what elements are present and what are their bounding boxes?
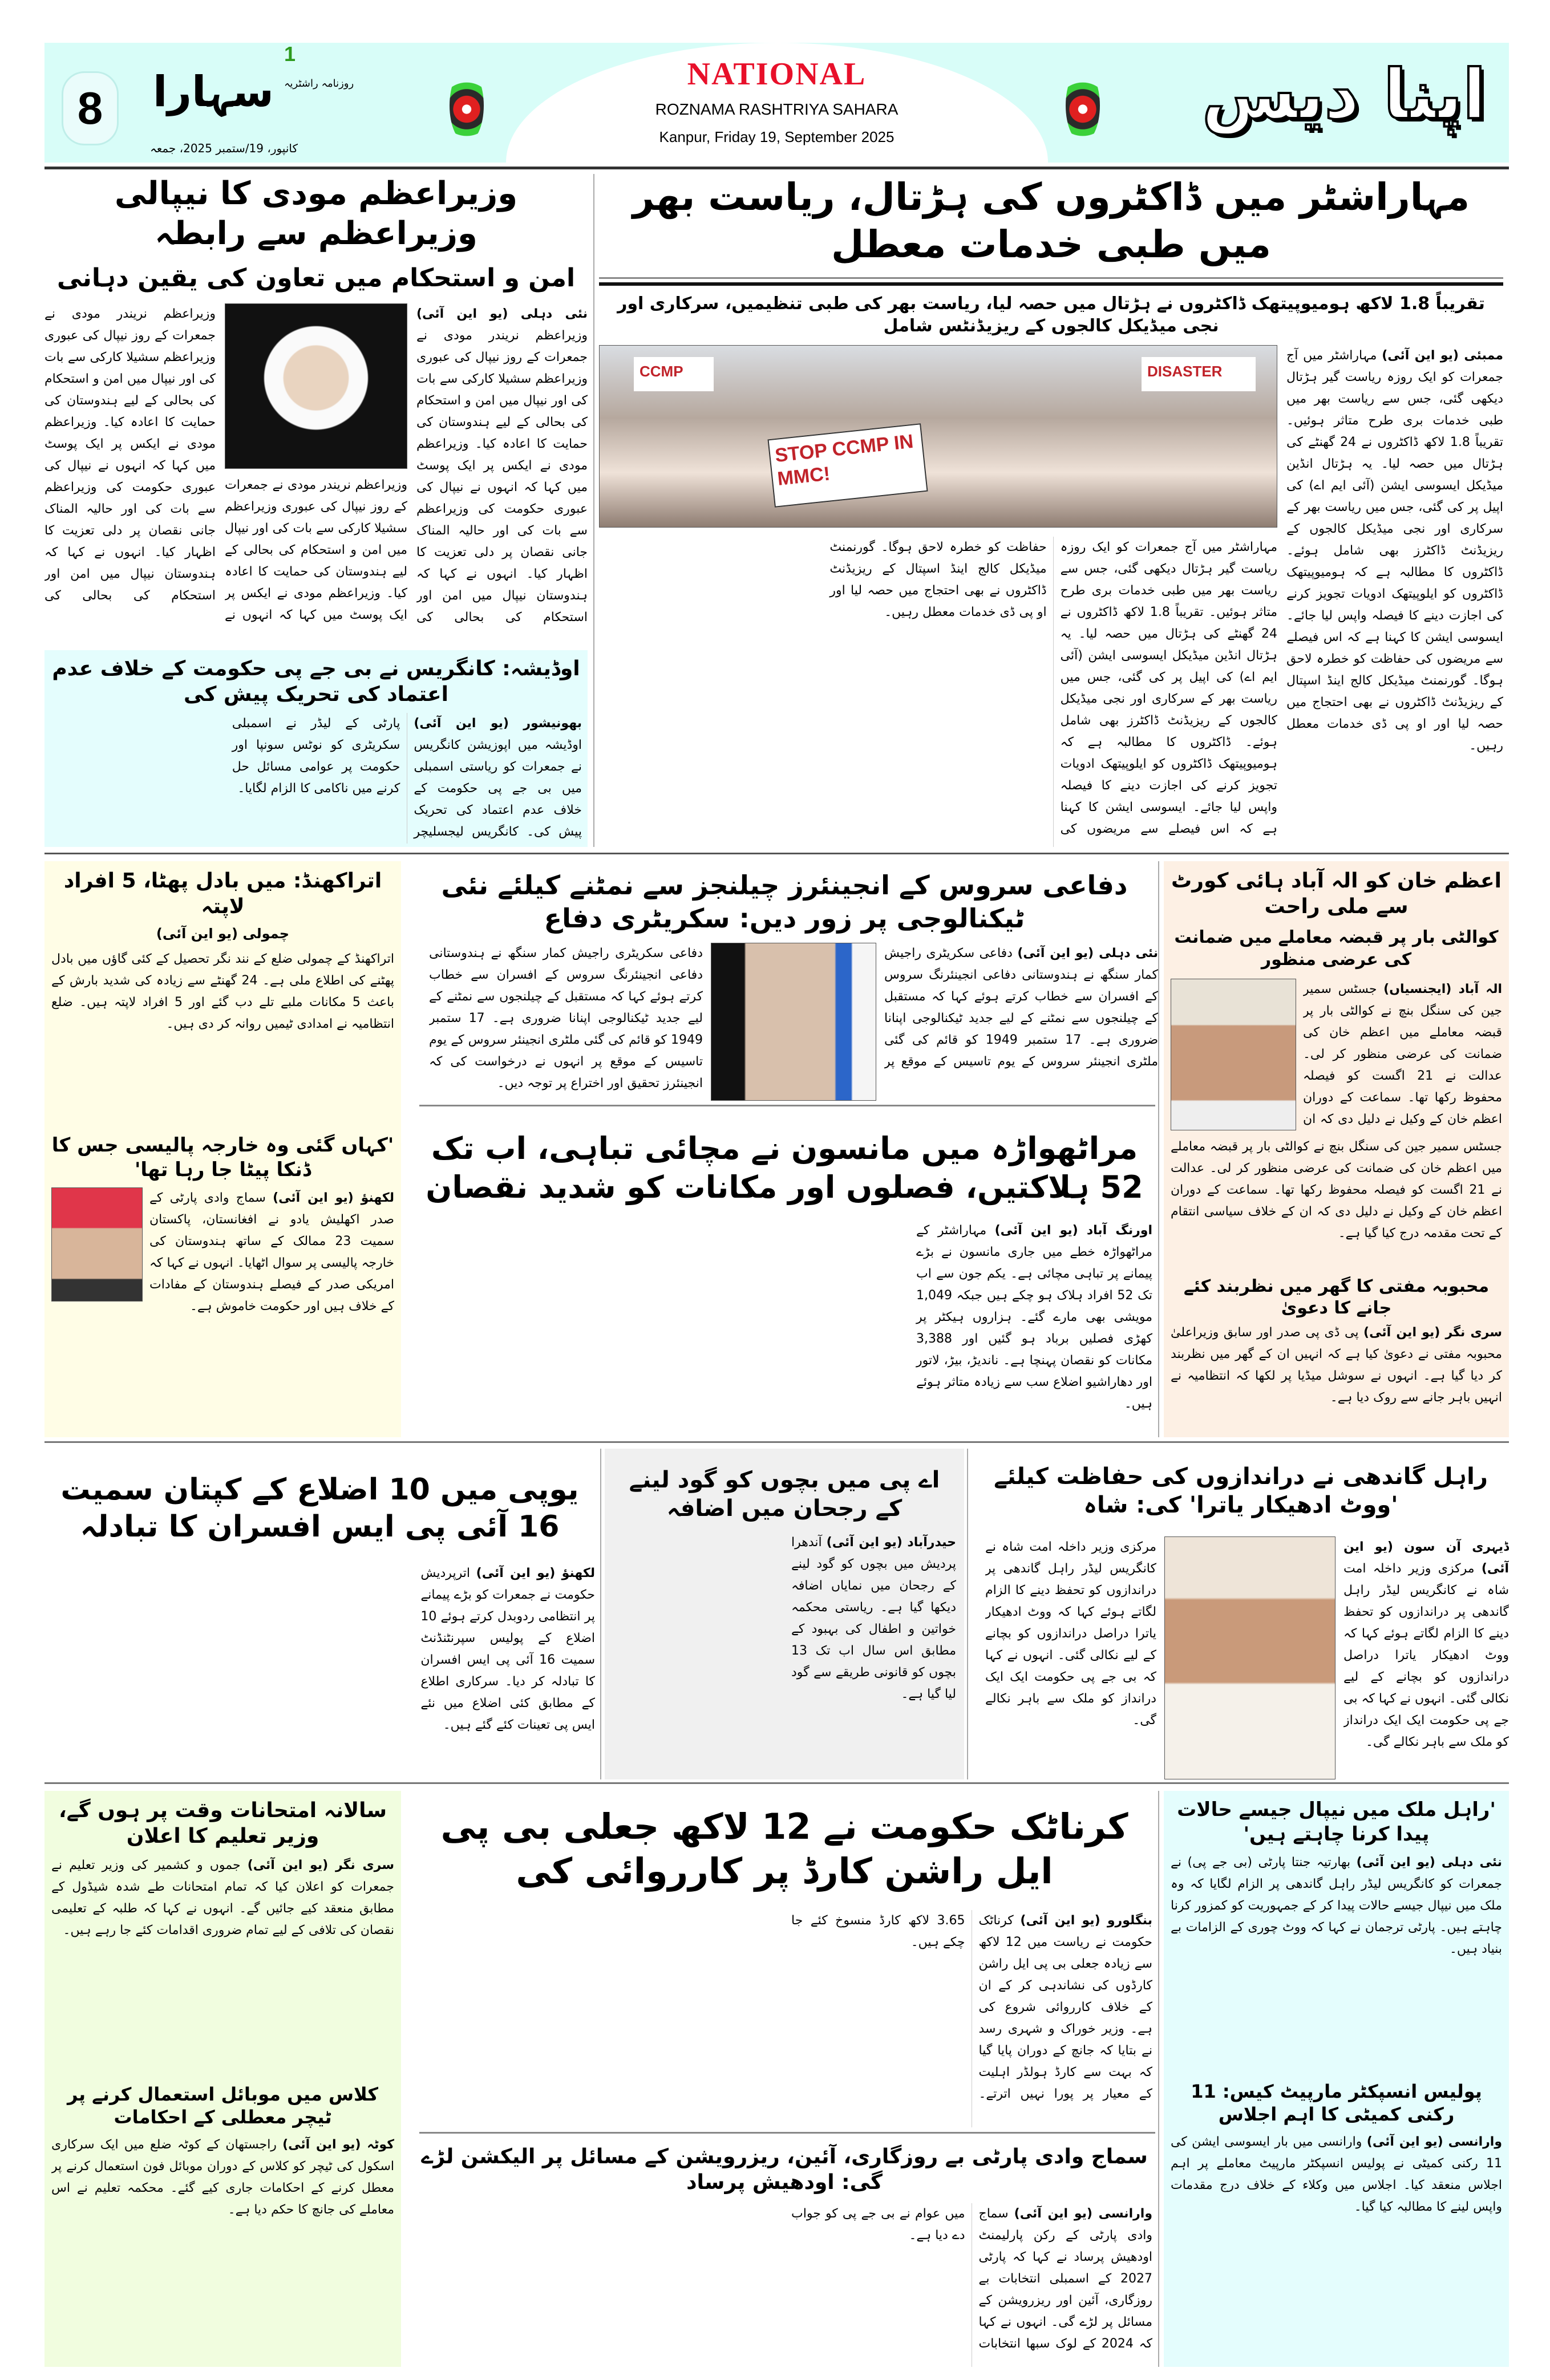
headline: مراٹھواڑہ میں مانسون نے مچائی تباہی، اب تک 52 ہلاکتیں، فصلوں اور مکانات کو شدید نقصان — [426, 1130, 1143, 1205]
logo-number: 1 — [284, 42, 296, 66]
dateline: ڈیہری آن سون (یو این آئی) — [1343, 1540, 1509, 1576]
article-body-continued — [1171, 1136, 1502, 1270]
urdu-date: کانپور، 19/ستمبر 2025، جمعہ — [150, 141, 298, 155]
article-body — [1343, 1536, 1509, 1779]
article-text: مہاراشٹر میں آج جمعرات کو ایک روزہ ریاست گیر ہڑتال دیکھی گئی، جس سے ریاست بھر میں طبی خدمات بری طرح متاثر ہوئیں۔ تقریباً 1.8 لاکھ ڈاکٹروں نے 24 گھنٹے کی ہڑتال میں حصہ لیا۔ یہ ہڑتال انڈین میڈیکل ایسوسی ایشن (آئی ایم اے) کی اپیل پر کی گئی، جس میں ریاست بھر کے سرکاری اور نجی میڈیکل کالجوں کے ریزیڈنٹ ڈاکٹرز بھی شامل ہوئے۔ ڈاکٹروں کا مطالبہ ہے کہ ہومیوپیتھک ڈاکٹروں کو ایلوپیتھک ادویات تجویز کرنے کی اجازت دینے کا فیصلہ واپس لیا جائے۔ ایسوسی ایشن کا کہنا ہے کہ اس فیصلے سے مریضوں کی حفاظت کو خطرہ لاحق ہوگا۔ گورنمنٹ میڈیکل کالج اینڈ اسپتال کے ریزیڈنٹ ڈاکٹروں نے بھی احتجاج میں حصہ لیا اور او پی ڈی خدمات معطل رہیں۔ — [1286, 348, 1503, 753]
article-text: اترپردیش حکومت نے جمعرات کو بڑے پیمانے پر انتظامی ردوبدل کرتے ہوئے 10 اضلاع کے پولیس سپرنٹنڈنٹ سمیت 16 آئی پی ایس افسران کا تبادلہ کر دیا۔ سرکاری اطلاع کے مطابق کئی اضلاع میں نئے ایس پی تعینات کئے گئے ہیں۔ — [420, 1566, 595, 1732]
article-ap-adoption — [605, 1449, 964, 1779]
article-body — [44, 713, 588, 847]
divider — [44, 853, 1509, 854]
dateline: ممبئی (یو این آئی) — [1382, 348, 1503, 363]
divider — [599, 282, 1503, 286]
article-text: جسٹس سمیر جین کی سنگل بنچ نے کوالٹی بار پر قبضہ معاملے میں اعظم خان کی ضمانت کی عرضی منظور کر لی۔ عدالت نے 21 اگست کو فیصلہ محفوظ رکھا تھا۔ سماعت کے دوران اعظم خان کے وکیل نے دلیل دی کہ ان — [1303, 982, 1502, 1126]
dateline: سری نگر (یو این آئی) — [247, 1858, 394, 1872]
divider — [419, 1105, 1155, 1106]
article-body — [1303, 979, 1502, 1130]
dateline: نئی دہلی (یو این آئی) — [416, 307, 588, 322]
article-exams — [51, 1798, 394, 2071]
article-text: سماج وادی پارٹی کے صدر اکھلیش یادو نے افغانستان، پاکستان سمیت 23 ممالک کے ساتھ ہندوستان کی خارجہ پالیسی پر سوال اٹھایا۔ انہوں نے کہا کہ امریکی صدر کے فیصلے ہندوستان کے مفادات کے خلاف ہیں اور حکومت خاموش ہے۔ — [149, 1191, 394, 1314]
article-text: مرکزی وزیر داخلہ امت شاہ نے کانگریس لیڈر راہل گاندھی پر دراندازوں کو تحفظ دینے کا الزام لگاتے ہوئے کہا کہ ووٹ ادھیکار یاترا دراصل دراندازوں کو بچانے کے لیے نکالی گئی۔ انہوں نے کہا کہ بی جے پی حکومت ایک ایک درانداز کو ملک سے باہر نکالے گی۔ — [985, 1540, 1156, 1728]
headline: اوڈیشہ: کانگریس نے بی جے پی حکومت کے خلاف عدم اعتماد کی تحریک پیش کی — [52, 657, 580, 706]
right-column-box — [1164, 1791, 1509, 2367]
headline: مہاراشٹر میں ڈاکٹروں کی ہڑتال، ریاست بھر میں طبی خدمات معطل — [632, 175, 1470, 266]
article-body — [613, 1532, 956, 1771]
article-mobile-teacher — [51, 2083, 394, 2360]
article-uttarakhand — [51, 868, 394, 1122]
article-police-inspector — [1171, 2080, 1502, 2360]
article-body — [44, 1563, 595, 1779]
article-body — [1286, 345, 1503, 847]
article-body-continued — [225, 475, 407, 644]
article-text: دفاعی سکریٹری راجیش کمار سنگھ نے ہندوستانی دفاعی انجینئرنگ سروس کے افسران سے خطاب کرتے ہوئے کہا کہ مستقبل کے چیلنجوں سے نمٹنے کے لیے جدید ٹیکنالوجی اپنانا ضروری ہے۔ 17 ستمبر 1949 کو قائم کی گئی ملٹری انجینئر سروس کے یوم تاسیس کے موقع پر انہوں نے درخواست کی کہ انجینئرز تحقیق اور اختراع پر توجہ دیں۔ — [429, 946, 703, 1090]
modi-photo — [225, 303, 407, 469]
headline: اے پی میں بچوں کو گود لینے کے رجحان میں اضافہ — [629, 1467, 940, 1522]
article-text: آندھرا پردیش میں بچوں کو گود لینے کے رجحان میں نمایاں اضافہ دیکھا گیا ہے۔ ریاستی محکمہ خواتین و اطفال کی بہبود کے مطابق اس سال اب تک 13 بچوں کو قانونی طریقے سے گود لیا گیا ہے۔ — [791, 1535, 956, 1701]
article-text: سماج وادی پارٹی کے رکن پارلیمنٹ اودھیش پرساد نے کہا کہ پارٹی 2027 کے اسمبلی انتخابات بے روزگاری، آئین اور ریزرویشن کے مسائل پر لڑے گی۔ انہوں نے کہا کہ 2024 کے لوک سبھا انتخابات میں عوام نے بی جے پی کو جواب دے دیا ہے۔ — [791, 2207, 1153, 2351]
akhilesh-photo — [51, 1187, 143, 1302]
column-divider — [593, 174, 594, 847]
article-body — [1171, 1322, 1502, 1430]
article-text: کرناٹک حکومت نے ریاست میں 12 لاکھ سے زیادہ جعلی بی پی ایل راشن کارڈوں کی نشاندہی کر کے ان کے خلاف کارروائی شروع کی ہے۔ وزیر خوراک و شہری رسد نے بتایا کہ جانچ کے دوران پایا گیا کہ بہت سے کارڈ ہولڈر اہلیت کے معیار پر پورا نہیں اترتے۔ 3.65 لاکھ کارڈ منسوخ کئے جا چکے ہیں۔ — [791, 1913, 1152, 2101]
sunburst-icon — [1066, 68, 1100, 143]
headline: یوپی میں 10 اضلاع کے کپتان سمیت 16 آئی پی ایس افسران کا تبادلہ — [60, 1473, 579, 1544]
edition-label: NATIONAL — [687, 56, 867, 92]
page-number: 8 — [62, 71, 119, 145]
article-samajwadi — [411, 2136, 1158, 2367]
article-body-continued — [599, 537, 1277, 847]
article-akhilesh — [51, 1133, 394, 1430]
placard: DISASTER — [1142, 357, 1256, 391]
article-shah — [973, 1449, 1509, 1779]
article-text: جموں و کشمیر کی وزیر تعلیم نے جمعرات کو اعلان کیا کہ تمام امتحانات طے شدہ شیڈول کے مطابق منعقد کیے جائیں گے۔ انہوں نے کہا کہ طلبہ کے تعلیمی نقصان کی تلافی کے لیے تمام ضروری اقدامات کئے جا رہے ہیں۔ — [51, 1858, 394, 1937]
protest-photo — [599, 345, 1277, 528]
placard: CCMP — [634, 357, 714, 391]
article-mehbooba — [1171, 1276, 1502, 1430]
left-column-box — [44, 861, 401, 1437]
article-body — [416, 303, 588, 644]
subhead: کوالٹی بار پر قبضہ معاملے میں ضمانت کی عرضی منظور — [1174, 927, 1499, 970]
article-text: مہاراشٹر کے مراٹھواڑہ خطے میں جاری مانسون نے بڑے پیمانے پر تباہی مچائی ہے۔ یکم جون سے اب تک 52 افراد ہلاک ہو چکے ہیں جبکہ 1,049 مویشی بھی مارے گئے۔ ہزاروں ہیکٹر پر کھڑی فصلیں برباد ہو گئیں اور 3,388 مکانات کو نقصان پہنچا ہے۔ ناندیڑ، بیڑ، لاتور اور دھاراشیو اضلاع سب سے زیادہ متاثر ہوئے ہیں۔ — [916, 1223, 1152, 1411]
dateline: لکھنؤ (یو این آئی) — [273, 1191, 394, 1206]
headline: کرناٹک حکومت نے 12 لاکھ جعلی بی پی ایل راشن کارڈ پر کارروائی کی — [440, 1806, 1128, 1892]
headline: راہل گاندھی نے دراندازوں کی حفاظت کیلئے 'ووٹ ادھیکار یاترا' کی: شاہ — [994, 1463, 1488, 1518]
article-text: بھارتیہ جنتا پارٹی (بی جے پی) نے جمعرات کو کانگریس لیڈر راہل گاندھی پر الزام لگایا کہ وہ ملک میں نیپال جیسے حالات پیدا کر کے جمہوریت کو کمزور کرنا چاہتے ہیں۔ پارٹی ترجمان نے کہا کہ ووٹ چوری کے الزامات بے بنیاد ہیں۔ — [1171, 1855, 1502, 1956]
masthead — [44, 43, 1509, 163]
article-defence — [411, 861, 1158, 1101]
article-text: مرکزی وزیر داخلہ امت شاہ نے کانگریس لیڈر راہل گاندھی پر دراندازوں کو تحفظ دینے کا الزام لگاتے ہوئے کہا کہ ووٹ ادھیکار یاترا دراصل دراندازوں کو بچانے کے لیے نکالی گئی۔ انہوں نے کہا کہ بی جے پی حکومت ایک ایک درانداز کو ملک سے باہر نکالے گی۔ — [1343, 1562, 1509, 1749]
article-body — [411, 1220, 1158, 1437]
article-text: دفاعی سکریٹری راجیش کمار سنگھ نے ہندوستانی دفاعی انجینئرنگ سروس کے افسران سے خطاب کرتے ہوئے کہا کہ مستقبل کے چیلنجوں سے نمٹنے کے لیے جدید ٹیکنالوجی اپنانا ضروری ہے۔ 17 ستمبر 1949 کو قائم کی گئی ملٹری انجینئر سروس کے یوم تاسیس کے موقع پر — [884, 946, 1158, 1069]
subhead: تقریباً 1.8 لاکھ ہومیوپیتھک ڈاکٹروں نے ہڑتال میں حصہ لیا، ریاست بھر کی طبی تنظیمیں، سرکاری اور نجی میڈیکل کالجوں کے ریزیڈنٹس شامل — [617, 294, 1485, 336]
dateline: اورنگ آباد (یو این آئی) — [994, 1223, 1152, 1238]
column-divider — [1158, 1791, 1159, 2367]
headline: 'کہاں گئی وہ خارجہ پالیسی جس کا ڈنکا پیٹا جا رہا تھا' — [51, 1134, 394, 1181]
headline: 'راہل ملک میں نیپال جیسے حالات پیدا کرنا چاہتے ہیں' — [1177, 1798, 1496, 1846]
dateline: نئی دہلی (یو این آئی) — [1017, 946, 1158, 960]
article-odisha — [44, 650, 588, 847]
placard: STOP CCMP IN MMC! — [767, 423, 928, 508]
article-azam-khan — [1164, 861, 1509, 1437]
headline: سماج وادی پارٹی بے روزگاری، آئین، ریزرویشن کے مسائل پر الیکشن لڑے گی: اودھیش پرساد — [421, 2145, 1148, 2194]
article-modi-nepal — [44, 174, 588, 644]
dateline: وارانسی (یو این آئی) — [1014, 2207, 1152, 2221]
article-text: وارانسی میں بار ایسوسی ایشن کی 11 رکنی کمیٹی نے پولیس انسپکٹر مارپیٹ معاملے پر اہم اجلاس منعقد کیا۔ اجلاس میں وکلاء کے خلاف درج مقدمات واپس لینے کا مطالبہ کیا گیا۔ — [1171, 2135, 1502, 2214]
article-body — [411, 1910, 1158, 2127]
article-doctors-strike — [599, 174, 1503, 847]
column-divider — [967, 1449, 968, 1779]
amit-shah-photo — [1164, 1536, 1335, 1779]
headline: وزیراعظم مودی کا نیپالی وزیراعظم سے رابطہ — [114, 175, 518, 252]
article-rahul-nepal — [1171, 1798, 1502, 2069]
sunburst-icon — [450, 68, 484, 143]
article-karnataka — [411, 1791, 1158, 2127]
dateline: کوٹہ (یو این آئی) — [282, 2138, 394, 2152]
article-text: وزیراعظم نریندر مودی نے جمعرات کے روز نیپال کی عبوری وزیراعظم سشیلا کارکی سے بات کی اور نیپال میں امن و استحکام کی بحالی کے لیے ہندوستان کی حمایت کا اعادہ کیا۔ وزیراعظم مودی نے ایکس پر ایک پوسٹ میں کہا کہ انہوں نے — [225, 478, 407, 623]
headline: محبوبہ مفتی کا گھر میں نظربند کئے جانے کا دعویٰ — [1183, 1276, 1490, 1318]
article-body — [51, 2134, 394, 2360]
article-up-ips — [44, 1449, 595, 1779]
column-divider — [600, 1449, 601, 1779]
article-body — [51, 948, 394, 1122]
article-body-continued — [985, 1536, 1156, 1779]
article-text: راجستھان کے کوٹہ ضلع میں ایک سرکاری اسکول کی ٹیچر کو کلاس کے دوران موبائل فون استعمال کرنے پر معطل کرنے کے احکامات جاری کیے گئے۔ محکمہ تعلیم نے اس معاملے کی جانچ کا حکم دیا ہے۔ — [51, 2138, 394, 2217]
divider — [44, 1782, 1509, 1784]
dateline: وارانسی (یو این آئی) — [1366, 2135, 1502, 2149]
masthead-arch — [506, 43, 1048, 163]
divider — [419, 2132, 1155, 2134]
article-body — [51, 1855, 394, 2071]
logo-tagline: روزنامہ راشٹریہ — [284, 78, 354, 90]
dateline: لکھنؤ (یو این آئی) — [476, 1566, 595, 1580]
dateline: بنگلورو (یو این آئی) — [1020, 1913, 1153, 1928]
dateline: چمولی (یو این آئی) — [156, 926, 290, 942]
dateline: حیدرآباد (یو این آئی) — [826, 1535, 956, 1550]
article-text: اوڈیشہ میں اپوزیشن کانگریس نے جمعرات کو ریاستی اسمبلی میں بی جے پی حکومت کے خلاف عدم اعتماد کی تحریک پیش کی۔ کانگریس لیجسلیچر پارٹی کے لیڈر نے اسمبلی سکریٹری کو نوٹس سونپا اور حکومت پر عوامی مسائل حل کرنے میں ناکامی کا الزام لگایا۔ — [232, 716, 582, 839]
headline: کلاس میں موبائل استعمال کرنے پر ٹیچر معطلی کے احکامات — [67, 2083, 378, 2128]
headline: اتراکھنڈ: میں بادل پھٹا، 5 افراد لاپتہ — [63, 869, 382, 918]
subhead: امن و استحکام میں تعاون کی یقین دہانی — [56, 263, 576, 293]
article-body-continued — [429, 943, 703, 1101]
paper-name: ROZNAMA RASHTRIYA SAHARA — [655, 100, 899, 118]
dateline: بھونیشور (یو این آئی) — [414, 716, 582, 731]
dateline: سری نگر (یو این آئی) — [1363, 1325, 1502, 1340]
article-text: جسٹس سمیر جین کی سنگل بنچ نے کوالٹی بار پر قبضہ معاملے میں اعظم خان کی ضمانت کی عرضی منظور کر لی۔ عدالت نے 21 اگست کو فیصلہ محفوظ رکھا تھا۔ سماعت کے دوران اعظم خان کے وکیل نے دلیل دی کہ ان کے خلاف سیاسی انتقام کے تحت مقدمہ درج کیا گیا ہے۔ — [1171, 1140, 1502, 1240]
article-marathwada — [411, 1112, 1158, 1437]
azam-khan-photo — [1171, 979, 1296, 1130]
article-text: وزیراعظم نریندر مودی نے جمعرات کے روز نیپال کی عبوری وزیراعظم سشیلا کارکی سے بات کی اور نیپال میں امن و استحکام کی بحالی کے لیے ہندوستان کی حمایت کا اعادہ کیا۔ وزیراعظم مودی نے ایکس پر ایک پوسٹ میں کہا کہ انہوں نے نیپال کی عبوری حکومت کی وزیراعظم سے بات کی اور حالیہ المناک جانی نقصان پر دلی تعزیت کا اظہار کیا۔ انہوں نے کہا کہ ہندوستان نیپال میں امن اور استحکام کی بحالی کی — [44, 307, 216, 603]
article-text: مہاراشٹر میں آج جمعرات کو ایک روزہ ریاست گیر ہڑتال دیکھی گئی، جس سے ریاست بھر میں طبی خدمات بری طرح متاثر ہوئیں۔ تقریباً 1.8 لاکھ ڈاکٹروں نے 24 گھنٹے کی ہڑتال میں حصہ لیا۔ یہ ہڑتال انڈین میڈیکل ایسوسی ایشن (آئی ایم اے) کی اپیل پر کی گئی، جس میں ریاست بھر کے سرکاری اور نجی میڈیکل کالجوں کے ریزیڈنٹ ڈاکٹرز بھی شامل ہوئے۔ ڈاکٹروں کا مطالبہ ہے کہ ہومیوپیتھک ڈاکٹروں کو ایلوپیتھک ادویات تجویز کرنے کی اجازت دینے کا فیصلہ واپس لیا جائے۔ ایسوسی ایشن کا کہنا ہے کہ اس فیصلے سے مریضوں کی حفاظت کو خطرہ لاحق ہوگا۔ گورنمنٹ میڈیکل کالج اینڈ اسپتال کے ریزیڈنٹ ڈاکٹروں نے بھی احتجاج میں حصہ لیا اور او پی ڈی خدمات معطل رہیں۔ — [829, 540, 1277, 836]
defence-secretary-photo — [711, 943, 876, 1101]
headline: پولیس انسپکٹر مارپیٹ کیس: 11 رکنی کمیٹی کا اہم اجلاس — [1191, 2081, 1482, 2125]
section-title: اپنا دیس — [1201, 55, 1486, 135]
article-body — [149, 1187, 394, 1430]
divider — [599, 277, 1503, 279]
english-date: Kanpur, Friday 19, September 2025 — [659, 128, 895, 145]
article-body — [1171, 2131, 1502, 2360]
headline: دفاعی سروس کے انجینئرز چیلنجز سے نمٹنے کیلئے نئی ٹیکنالوجی پر زور دیں: سکریٹری دفاع — [441, 870, 1128, 934]
logo: سہارا — [153, 67, 274, 116]
headline: سالانہ امتحانات وقت پر ہوں گے، وزیر تعلیم کا اعلان — [58, 1799, 387, 1848]
headline: اعظم خان کو الہ آباد ہائی کورٹ سے ملی راحت — [1171, 869, 1502, 918]
article-body — [411, 2203, 1158, 2367]
dateline: الہ آباد (ایجنسیاں) — [1383, 982, 1502, 996]
left-column-box — [44, 1791, 401, 2367]
article-body-continued — [44, 303, 216, 644]
column-divider — [1158, 861, 1159, 1437]
dateline: نئی دہلی (یو این آئی) — [1356, 1855, 1502, 1870]
article-text: پی ڈی پی صدر اور سابق وزیراعلیٰ محبوبہ مفتی نے دعویٰ کیا ہے کہ انہیں ان کے گھر میں نظربند کر دیا گیا ہے۔ انہوں نے سوشل میڈیا پر لکھا کہ انتظامیہ نے انہیں باہر جانے سے روک دیا ہے۔ — [1171, 1325, 1502, 1405]
article-body — [1171, 1852, 1502, 2069]
divider — [44, 167, 1509, 169]
divider — [44, 1441, 1509, 1443]
article-body — [884, 943, 1158, 1101]
article-text: اتراکھنڈ کے چمولی ضلع کے نند نگر تحصیل کے کئی گاؤں میں بادل پھٹنے کی اطلاع ملی ہے۔ 24 گھنٹے سے زیادہ کی شدید بارش کے باعث 5 مکانات ملبے تلے دب گئے اور 5 افراد لاپتہ ہیں۔ ضلع انتظامیہ نے امدادی ٹیمیں روانہ کر دی ہیں۔ — [51, 952, 394, 1032]
article-text: وزیراعظم نریندر مودی نے جمعرات کے روز نیپال کی عبوری وزیراعظم سشیلا کارکی سے بات کی اور نیپال میں امن و استحکام کی بحالی کے لیے ہندوستان کی حمایت کا اعادہ کیا۔ وزیراعظم مودی نے ایکس پر ایک پوسٹ میں کہا کہ انہوں نے نیپال کی عبوری حکومت کی وزیراعظم سے بات کی اور حالیہ المناک جانی نقصان پر دلی تعزیت کا اظہار کیا۔ انہوں نے کہا کہ ہندوستان نیپال میں امن اور استحکام کی بحالی کی — [416, 329, 588, 625]
